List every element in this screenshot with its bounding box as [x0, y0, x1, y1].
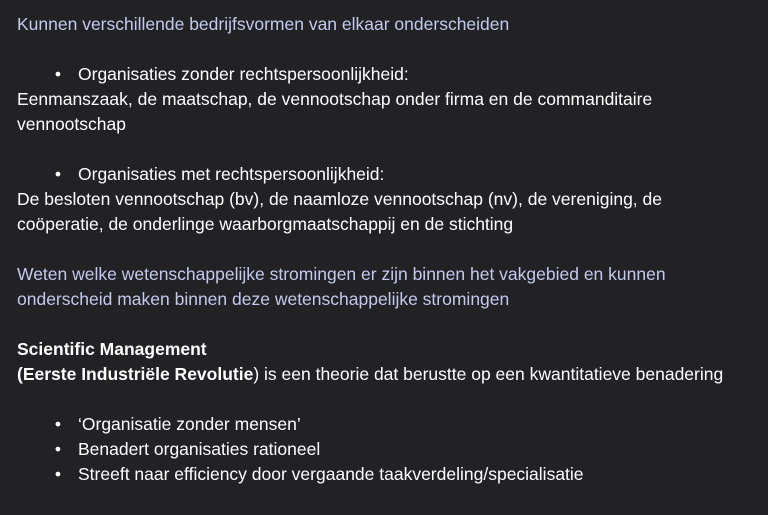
- spacer: [17, 387, 768, 412]
- bullet-text: Streeft naar efficiency door vergaande taakverdeling/specialisatie: [78, 464, 584, 484]
- paragraph-line: Eenmanszaak, de maatschap, de vennootschap onder firma en de commanditaire: [17, 89, 653, 109]
- spacer: [17, 237, 768, 262]
- bullet-icon: •: [54, 439, 62, 459]
- bullet-text: ‘Organisatie zonder mensen’: [78, 414, 301, 434]
- bullet-text: Organisaties zonder rechtspersoonlijkheid:: [78, 64, 409, 84]
- bold-phrase: (Eerste Industriële Revolutie: [17, 364, 254, 384]
- bullet-icon: •: [54, 464, 62, 484]
- bullet-icon: •: [54, 414, 62, 434]
- spacer: [17, 137, 768, 162]
- bullet-item: [17, 437, 768, 462]
- spacer: [17, 312, 768, 337]
- bullet-item-zonder-rechtspersoonlijkheid: [17, 62, 768, 87]
- bullet-item: [17, 462, 768, 487]
- section-heading-bedrijfsvormen: Kunnen verschillende bedrijfsvormen van elkaar onderscheiden: [17, 14, 510, 34]
- bullet-item: [17, 412, 768, 437]
- section-heading-stromingen-line1: Weten welke wetenschappelijke stromingen er zijn binnen het vakgebied en kunnen: [17, 264, 666, 284]
- bullet-icon: •: [54, 64, 62, 84]
- bullet-item-met-rechtspersoonlijkheid: [17, 162, 768, 187]
- document-body: [17, 12, 768, 487]
- section-title-scientific-management: Scientific Management: [17, 339, 207, 359]
- bullet-text: Benadert organisaties rationeel: [78, 439, 321, 459]
- section-heading-stromingen-line2: onderscheid maken binnen deze wetenschappelijke stromingen: [17, 289, 510, 309]
- paragraph-line: vennootschap: [17, 114, 126, 134]
- paragraph-line: coöperatie, de onderlinge waarborgmaatschappij en de stichting: [17, 214, 514, 234]
- bullet-icon: •: [54, 164, 62, 184]
- paragraph-text: ) is een theorie dat berustte op een kwantitatieve benadering: [253, 364, 724, 384]
- paragraph-line: [17, 362, 768, 387]
- bullet-text: Organisaties met rechtspersoonlijkheid:: [78, 164, 385, 184]
- spacer: [17, 37, 768, 62]
- paragraph-line: De besloten vennootschap (bv), de naamloze vennootschap (nv), de vereniging, de: [17, 189, 662, 209]
